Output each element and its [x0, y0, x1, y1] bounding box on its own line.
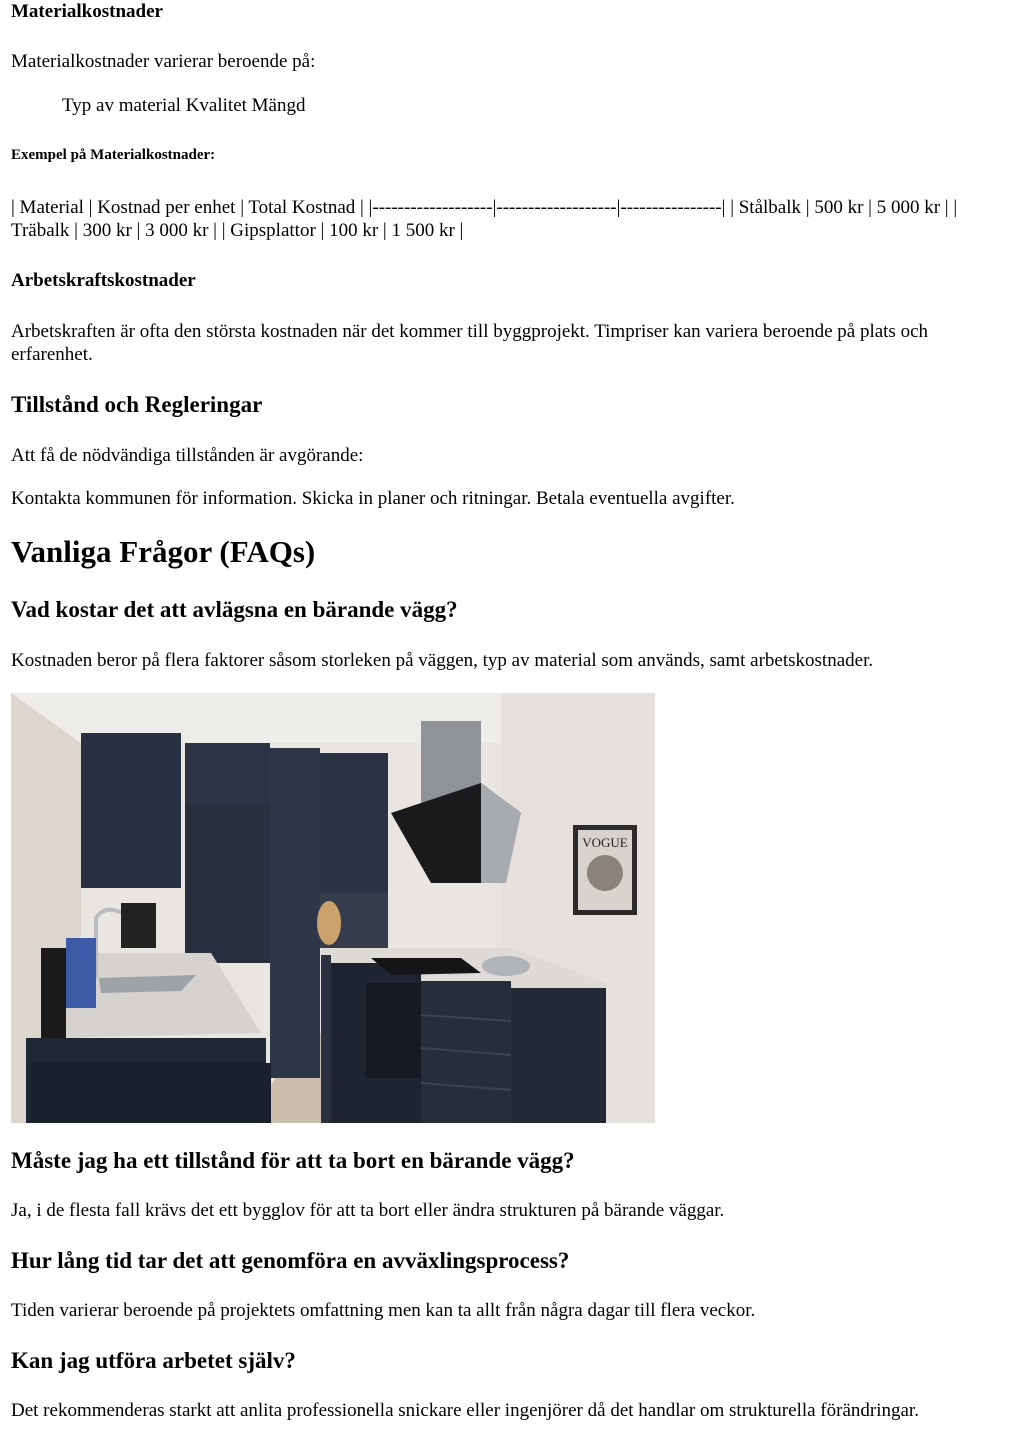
faq-answer-1: Kostnaden beror på flera faktorer såsom storleken på väggen, typ av material som används, samt arbetskostnader. — [11, 650, 874, 671]
poster-text: VOGUE — [582, 835, 628, 850]
material-intro: Materialkostnader varierar beroende på: — [11, 51, 316, 72]
faq-question-4: Kan jag utföra arbetet själv? — [11, 1348, 296, 1373]
heading-material-example: Exempel på Materialkostnader: — [11, 147, 216, 163]
faq-answer-2: Ja, i de flesta fall krävs det ett bygglov för att ta bort eller ändra strukturen på bärande väggar. — [11, 1200, 725, 1221]
faq-question-3: Hur lång tid tar det att genomföra en avväxlingsprocess? — [11, 1248, 570, 1273]
permits-intro: Att få de nödvändiga tillstånden är avgörande: — [11, 445, 364, 466]
material-factors: Typ av material Kvalitet Mängd — [62, 95, 306, 116]
heading-labor-costs: Arbetskraftskostnader — [11, 270, 196, 291]
faq-question-1: Vad kostar det att avlägsna en bärande vägg? — [11, 597, 458, 622]
permits-steps: Kontakta kommunen för information. Skicka in planer och ritningar. Betala eventuella avgifter. — [11, 488, 735, 509]
labor-text: Arbetskraften är ofta den största kostnaden när det kommer till byggprojekt. Timpriser kan variera beroende på plats och erfarenhet. — [11, 321, 929, 365]
faq-answer-3: Tiden varierar beroende på projektets omfattning men kan ta allt från några dagar till flera veckor. — [11, 1300, 756, 1321]
faq-answer-4: Det rekommenderas starkt att anlita professionella snickare eller ingenjörer då det handlar om strukturella förändringar. — [11, 1400, 919, 1421]
material-table-text: | Material | Kostnad per enhet | Total Kostnad | |-------------------|-------------------|----------------| | Stålbalk | 500 kr | 5 000 kr | | Träbalk | 300 kr | 3 000 kr | | Gipsplattor | 100 kr | 1 500 kr | — [11, 197, 958, 241]
heading-permits: Tillstånd och Regleringar — [11, 392, 263, 417]
kitchen-photo — [11, 693, 655, 1123]
heading-faq: Vanliga Frågor (FAQs) — [11, 534, 316, 569]
faq-question-2: Måste jag ha ett tillstånd för att ta bort en bärande vägg? — [11, 1148, 575, 1173]
heading-material-costs: Materialkostnader — [11, 1, 163, 22]
